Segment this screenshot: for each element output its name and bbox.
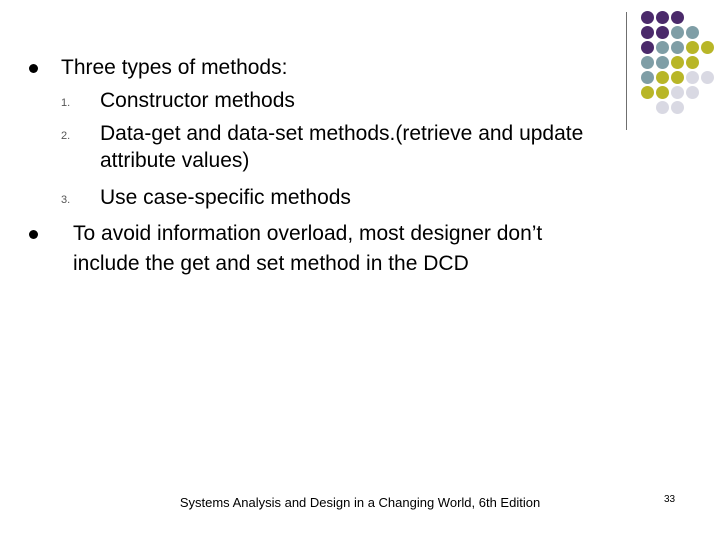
- decor-dot: [686, 86, 699, 99]
- list-item-text: Constructor methods: [100, 89, 295, 112]
- decor-dot: [671, 11, 684, 24]
- decor-dot: [641, 11, 654, 24]
- decor-dot: [641, 41, 654, 54]
- decor-dot: [671, 56, 684, 69]
- decor-dot: [686, 56, 699, 69]
- list-item-text: attribute values): [100, 149, 250, 172]
- decor-dot: [656, 56, 669, 69]
- decor-dot: [641, 86, 654, 99]
- decor-dot: [671, 86, 684, 99]
- decor-dot: [641, 56, 654, 69]
- bullet-text: include the get and set method in the DCD: [73, 252, 469, 275]
- decor-dot: [701, 41, 714, 54]
- slide-footer: Systems Analysis and Design in a Changing World, 6th Edition: [179, 495, 541, 510]
- decor-dot: [686, 41, 699, 54]
- decor-dot: [656, 26, 669, 39]
- decor-dot: [671, 71, 684, 84]
- decor-dot: [641, 71, 654, 84]
- bullet-marker: [29, 64, 38, 73]
- bullet-text: To avoid information overload, most designer don’t: [73, 222, 543, 245]
- decor-dot: [686, 71, 699, 84]
- bullet-text: Three types of methods:: [61, 56, 288, 79]
- list-number: 2.: [61, 130, 71, 142]
- divider-line: [626, 12, 627, 130]
- decor-dot: [701, 71, 714, 84]
- decor-dot: [671, 26, 684, 39]
- decor-dot: [641, 26, 654, 39]
- decor-dot: [671, 41, 684, 54]
- decor-dot: [656, 101, 669, 114]
- page-number: 33: [664, 494, 676, 505]
- decor-dot: [686, 26, 699, 39]
- decor-dot: [656, 41, 669, 54]
- list-item-text: Data-get and data-set methods.(retrieve and update: [100, 122, 584, 145]
- bullet-marker: [29, 230, 38, 239]
- decor-dot: [656, 11, 669, 24]
- decor-dot: [656, 71, 669, 84]
- decor-dot: [671, 101, 684, 114]
- list-number: 3.: [61, 194, 71, 206]
- decor-dot: [656, 86, 669, 99]
- list-number: 1.: [61, 97, 71, 109]
- list-item-text: Use case-specific methods: [100, 186, 351, 209]
